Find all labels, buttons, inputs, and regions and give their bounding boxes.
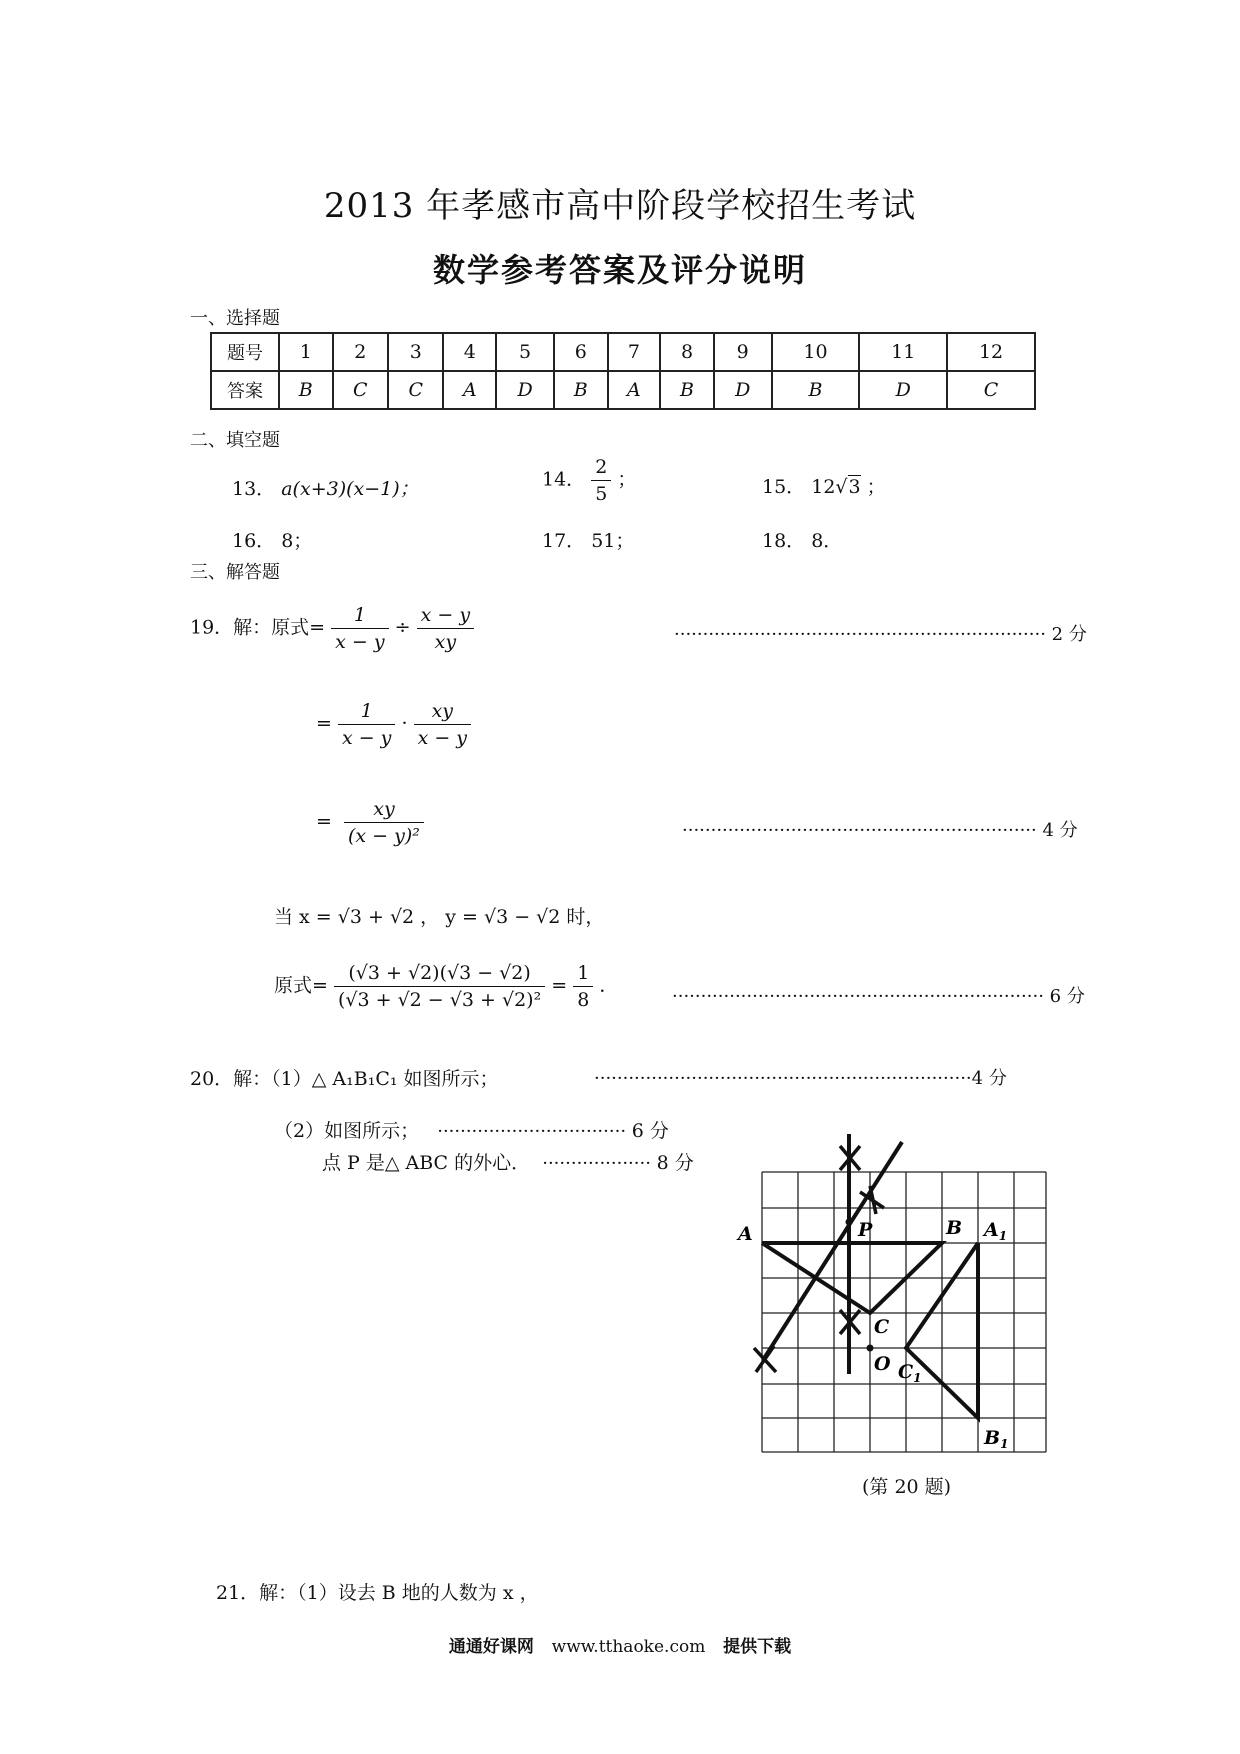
table-row-answers: [211, 371, 1035, 409]
q19-fraction-6: $\frac{(√3 + √2)(√3 - √2)}{\text{(√3 + √2 − √3 + √2)²}}$: [334, 962, 545, 1011]
q19-score-leader-1: ································································· 2 分: [674, 624, 1087, 645]
q21-line1: 21．解：（1）设去 B 地的人数为 x ，: [216, 1582, 539, 1604]
answer-cell: A: [443, 371, 496, 409]
section-solve-heading: 三、解答题: [190, 562, 280, 583]
answer-cell: B: [554, 371, 608, 409]
number-cell: 8: [660, 333, 714, 371]
fill-q13: [232, 474, 419, 501]
q15-tail: ；: [866, 476, 886, 498]
answer-cell: C: [947, 371, 1035, 409]
q13-answer: a(x+3)(x−1)；: [281, 478, 419, 500]
q20-part2: （2）如图所示； ································· 6 分: [274, 1120, 669, 1142]
label-b1: $B_1$: [984, 1427, 1009, 1451]
footer-url: www.tthaoke.com: [551, 1637, 706, 1657]
fill-q16: 16． 8；: [232, 530, 313, 552]
label-a1: $A_1$: [984, 1219, 1008, 1243]
q20-line1: 20．解：（1）△ A₁B₁C₁ 如图所示；: [190, 1068, 499, 1090]
footer-download-text: 提供下载: [723, 1637, 792, 1657]
multiply-dot: ·: [401, 712, 408, 735]
answer-cell: C: [333, 371, 388, 409]
equals-sign: =: [551, 974, 568, 997]
q20-score-leader-1: ··································································4 分: [594, 1068, 1007, 1089]
exam-title: 2013 年孝感市高中阶段学校招生考试: [323, 186, 917, 226]
q19-fraction-3: $\frac{1}{x - y}$: [338, 700, 395, 749]
q19-fraction-4: $\frac{xy}{x - y}$: [414, 700, 471, 749]
arc-marks: [754, 1146, 884, 1372]
section-fill-heading: 二、填空题: [190, 430, 280, 451]
answer-cell: D: [496, 371, 554, 409]
number-cell: 5: [496, 333, 554, 371]
number-cell: 9: [714, 333, 772, 371]
q19-orig-label: 原式=: [274, 974, 328, 997]
point-o: [867, 1345, 874, 1352]
equals-sign: =: [316, 810, 332, 833]
q19-fraction-7: $\frac{1}{8}$: [573, 962, 593, 1011]
answer-cell: D: [714, 371, 772, 409]
label-o: O: [874, 1353, 891, 1375]
number-cell: 12: [947, 333, 1035, 371]
fill-q18: 18． 8．: [762, 530, 843, 552]
q14-fraction: $\frac{2}{5}$: [591, 456, 611, 505]
number-cell: 1: [279, 333, 333, 371]
answer-cell: B: [772, 371, 860, 409]
q19-lead: 19．解：原式=: [190, 616, 326, 639]
q19-line5: [274, 962, 618, 1011]
answer-key-subtitle: 数学参考答案及评分说明: [432, 251, 807, 289]
label-a: A: [738, 1223, 753, 1245]
fill-q17: 17． 51；: [542, 530, 635, 552]
divide-sign: ÷: [394, 616, 411, 639]
q19-when-line: 当 x = √3 + √2 ， y = √3 − √2 时，: [274, 906, 605, 928]
q14-tail: ；: [617, 468, 637, 491]
label-c1: $C_1$: [898, 1361, 922, 1385]
q20-figure: [720, 1120, 1060, 1460]
q19-line3: [316, 798, 424, 847]
q19-line1: [190, 604, 474, 653]
footer-site-name: 通通好课网: [448, 1637, 534, 1657]
answer-cell: A: [608, 371, 661, 409]
label-b: B: [946, 1217, 963, 1239]
header-label-cell: 题号: [211, 333, 279, 371]
q15-radicand: 3: [848, 476, 861, 498]
number-cell: 2: [333, 333, 388, 371]
table-row-numbers: [211, 333, 1035, 371]
q19-fraction-1: $\frac{1}{x - y}$: [331, 604, 388, 653]
label-c: C: [874, 1316, 890, 1338]
answer-cell: B: [660, 371, 714, 409]
q15-number: 15．: [762, 476, 806, 498]
q19-line2: [316, 700, 471, 749]
choice-answer-table: [210, 332, 1036, 410]
q20-caption: (第 20 题): [862, 1476, 952, 1498]
number-cell: 6: [554, 333, 608, 371]
answer-cell: D: [859, 371, 947, 409]
q15-answer-prefix: 12: [811, 476, 836, 498]
fill-q14: [542, 456, 636, 505]
answer-cell: B: [279, 371, 333, 409]
number-cell: 11: [859, 333, 947, 371]
answer-label-cell: 答案: [211, 371, 279, 409]
page-footer: [0, 1632, 1240, 1657]
answer-cell: C: [388, 371, 443, 409]
number-cell: 7: [608, 333, 661, 371]
equals-sign: =: [316, 712, 332, 735]
fill-q15: [762, 472, 886, 499]
sqrt-icon: √: [835, 476, 848, 498]
q13-number: 13．: [232, 478, 276, 500]
number-cell: 10: [772, 333, 860, 371]
q19-fraction-2: $\frac{x - y}{xy}$: [417, 604, 474, 653]
grid: [762, 1172, 1046, 1452]
q20-part3: 点 P 是△ ABC 的外心． ··················· 8 分: [322, 1152, 694, 1174]
section-choice-heading: 一、选择题: [190, 308, 280, 329]
period: ．: [599, 974, 619, 997]
q14-number: 14．: [542, 468, 586, 491]
number-cell: 3: [388, 333, 443, 371]
q19-fraction-5: $\frac{xy}{\text{(x − y)²}}$: [344, 798, 424, 847]
number-cell: 4: [443, 333, 496, 371]
q19-score-leader-3: ································································· 6 分: [672, 986, 1085, 1007]
label-p: P: [858, 1219, 873, 1241]
point-p: [846, 1219, 853, 1226]
q19-score-leader-2: ······························································ 4 分: [682, 820, 1078, 841]
